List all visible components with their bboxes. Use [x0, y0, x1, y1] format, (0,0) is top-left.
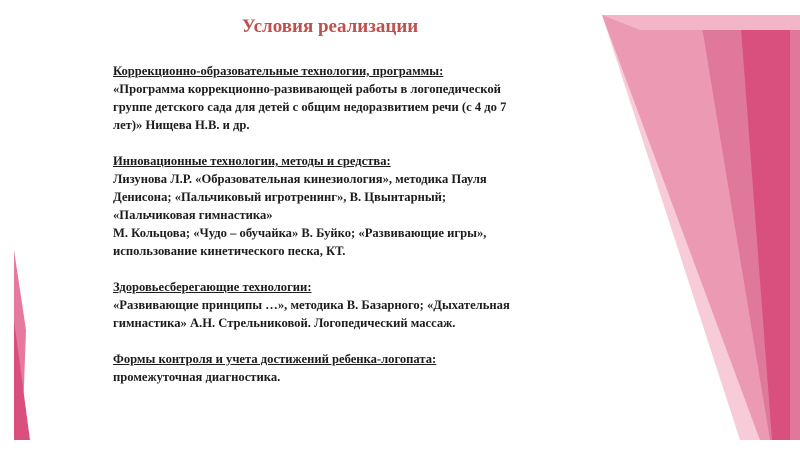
section-innovation: [113, 152, 583, 260]
section-control: [113, 350, 583, 386]
section-heading: Здоровьесберегающие технологии:: [113, 280, 312, 294]
slide-title: Условия реализации: [241, 16, 419, 37]
section-heading: Формы контроля и учета достижений ребенка-логопата:: [113, 352, 437, 366]
section-line: «Пальчиковая гимнастика»: [113, 208, 273, 222]
slide-content: [113, 62, 583, 404]
section-line: гимнастика» А.Н. Стрельниковой. Логопедический массаж.: [113, 316, 456, 330]
section-heading: Коррекционно-образовательные технологии, программы:: [113, 64, 444, 78]
section-line: М. Кольцова; «Чудо – обучайка» В. Буйко; «Развивающие игры»,: [113, 226, 487, 240]
section-health: [113, 278, 583, 332]
section-heading: Инновационные технологии, методы и средства:: [113, 154, 391, 168]
section-correction: [113, 62, 583, 134]
section-line: «Развивающие принципы …», методика В. Базарного; «Дыхательная: [113, 298, 510, 312]
section-line: использование кинетического песка, КТ.: [113, 244, 346, 258]
section-line: «Программа коррекционно-развивающей работы в логопедической: [113, 82, 501, 96]
section-line: Денисона; «Пальчиковый игротренинг», В. Цвынтарный;: [113, 190, 447, 204]
section-line: промежуточная диагностика.: [113, 370, 281, 384]
section-line: группе детского сада для детей с общим недоразвитием речи (с 4 до 7: [113, 100, 507, 114]
section-line: лет)» Нищева Н.В. и др.: [113, 118, 250, 132]
section-line: Лизунова Л.Р. «Образовательная кинезиология», методика Пауля: [113, 172, 487, 186]
